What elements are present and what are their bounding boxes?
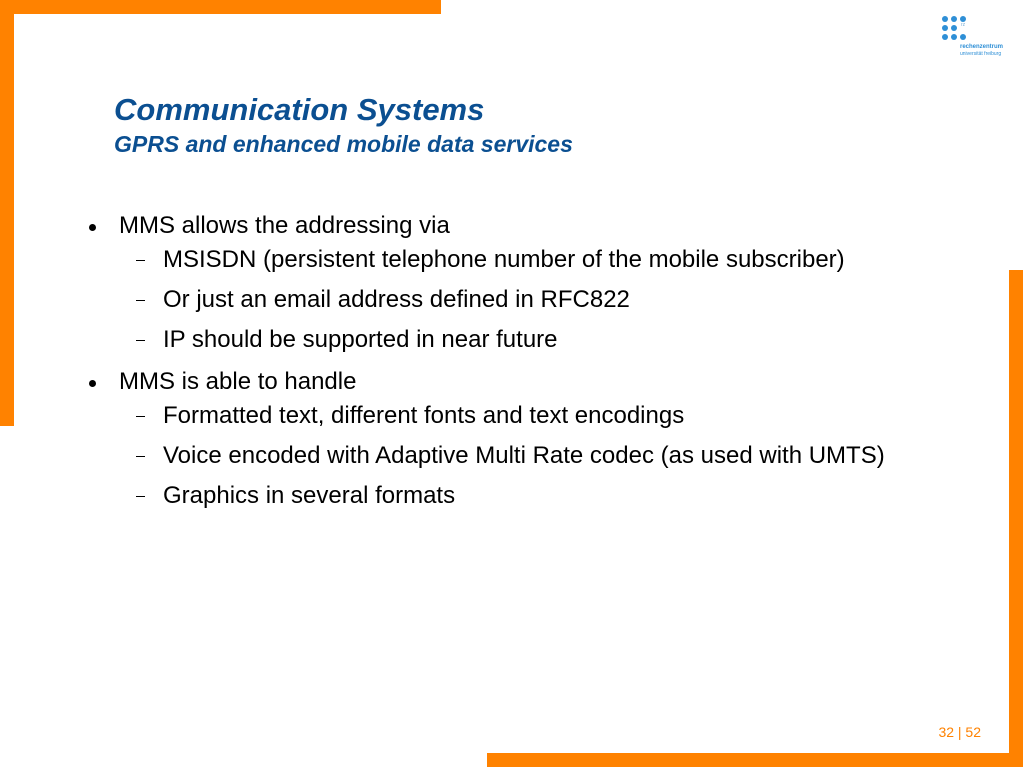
bullet-text: MMS allows the addressing via [119,212,450,239]
bullet-item [84,366,964,510]
sub-bullet-item [119,442,964,470]
dash-icon [136,300,145,301]
frame-bar-right [1009,270,1023,767]
dot-grid-logo-icon [940,14,968,42]
bullet-dot-icon [89,224,96,231]
frame-bar-bottom [487,753,1023,767]
sub-bullet-item [119,326,964,354]
rechenzentrum-logo [940,14,1012,62]
frame-bar-left [0,0,14,426]
slide-title: Communication Systems [114,92,485,127]
sub-bullet-text: MSISDN (persistent telephone number of the mobile subscriber) [163,246,845,273]
dash-icon [136,496,145,497]
sub-bullet-item [119,482,964,510]
sub-bullet-text: Voice encoded with Adaptive Multi Rate codec (as used with UMTS) [163,442,885,469]
sub-bullet-text: IP should be supported in near future [163,326,558,353]
slide-content [84,210,964,522]
slide-subtitle: GPRS and enhanced mobile data services [114,131,573,157]
sub-bullet-text: Graphics in several formats [163,482,456,509]
dash-icon [136,340,145,341]
dash-icon [136,260,145,261]
logo-rz-text: rz [961,22,966,28]
bullet-text: MMS is able to handle [119,368,357,395]
logo-line2: universität freiburg [960,51,1002,57]
bullet-dot-icon [89,380,96,387]
sub-bullet-list [119,246,964,354]
sub-bullet-text: Or just an email address defined in RFC822 [163,286,630,313]
sub-bullet-item [119,286,964,314]
bullet-list [84,210,964,510]
sub-bullet-item [119,402,964,430]
sub-bullet-list [119,402,964,510]
sub-bullet-text: Formatted text, different fonts and text encodings [163,402,685,429]
page-number: 32 | 52 [938,724,981,740]
logo-line1: rechenzentrum [960,44,1004,50]
frame-bar-top [0,0,441,14]
bullet-item [84,210,964,354]
sub-bullet-item [119,246,964,274]
dash-icon [136,416,145,417]
dash-icon [136,456,145,457]
